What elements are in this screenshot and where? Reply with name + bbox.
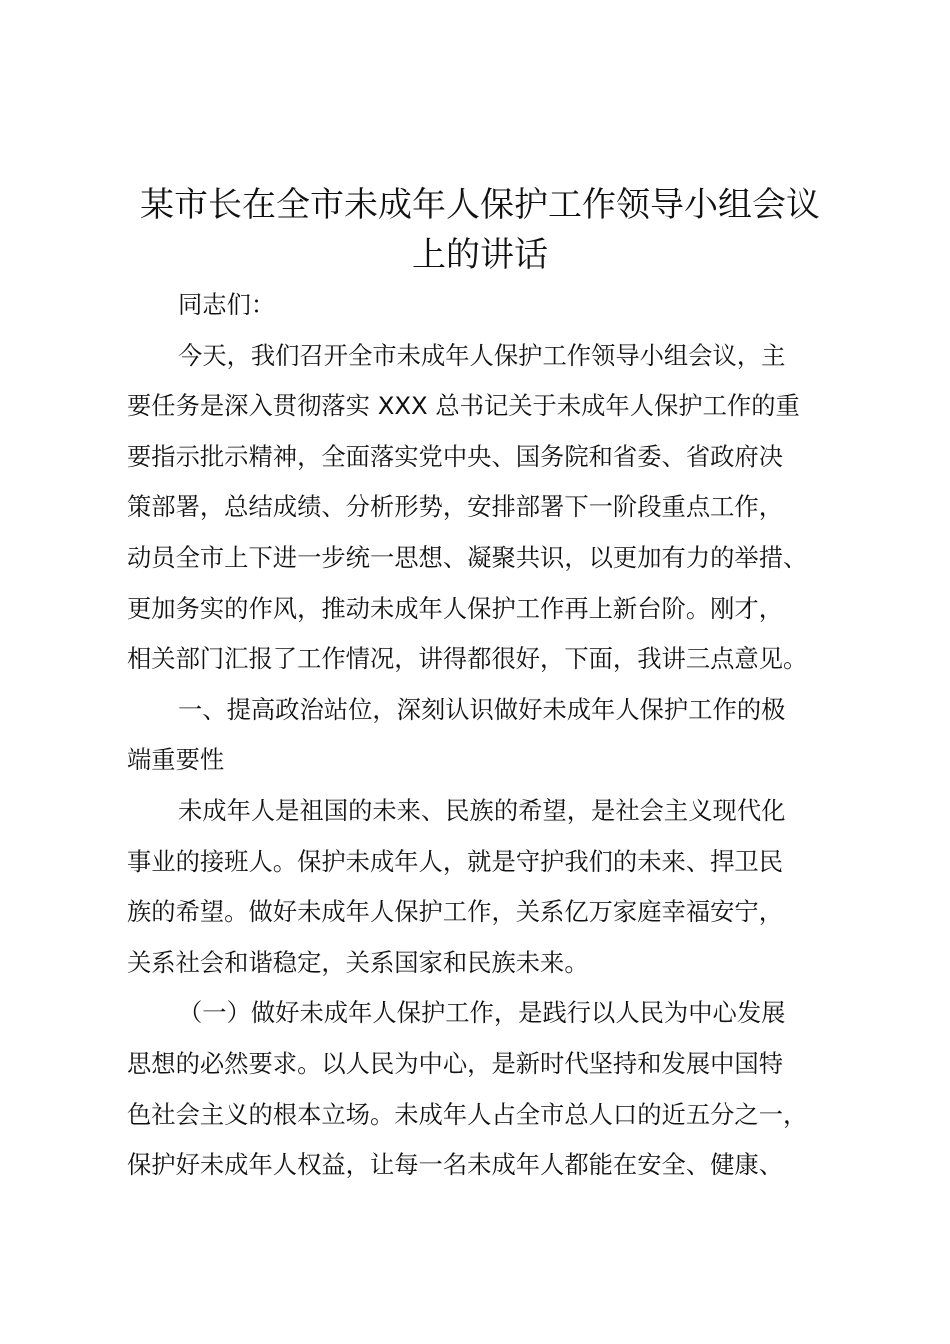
body-line: 未成年人是祖国的未来、民族的希望，是社会主义现代化 [178,795,786,825]
body-line: 今天，我们召开全市未成年人保护工作领导小组会议，主 [178,340,786,370]
body-line: 要指示批示精神，全面落实党中央、国务院和省委、省政府决 [127,441,784,471]
body-line: 策部署，总结成绩、分析形势，安排部署下一阶段重点工作， [127,492,784,522]
body-line: 要任务是深入贯彻落实 XXX 总书记关于未成年人保护工作的重 [127,391,800,421]
body-line: 色社会主义的根本立场。未成年人占全市总人口的近五分之一， [127,1099,808,1129]
document-title [110,180,850,280]
body-line: 更加务实的作风，推动未成年人保护工作再上新台阶。刚才， [127,593,784,623]
body-line: 端重要性 [127,745,225,775]
body-line: 一、提高政治站位，深刻认识做好未成年人保护工作的极 [178,694,786,724]
title-line-2: 上的讲话 [412,235,548,275]
title-line-1: 某市长在全市未成年人保护工作领导小组会议 [140,185,820,225]
body-line: 关系社会和谐稳定，关系国家和民族未来。 [127,947,589,977]
body-line: 动员全市上下进一步统一思想、凝聚共识，以更加有力的举措、 [127,542,808,572]
document-body [127,280,839,1191]
body-line: 事业的接班人。保护未成年人，就是守护我们的未来、捍卫民 [127,846,784,876]
body-line: 同志们： [178,290,276,319]
body-line: 相关部门汇报了工作情况，讲得都很好，下面，我讲三点意见。 [127,644,808,674]
body-line: 保护好未成年人权益，让每一名未成年人都能在安全、健康、 [127,1150,784,1180]
body-line: 思想的必然要求。以人民为中心，是新时代坚持和发展中国特 [127,1048,784,1078]
body-line: （一）做好未成年人保护工作，是践行以人民为中心发展 [178,998,786,1028]
body-line: 族的希望。做好未成年人保护工作，关系亿万家庭幸福安宁， [127,897,784,927]
